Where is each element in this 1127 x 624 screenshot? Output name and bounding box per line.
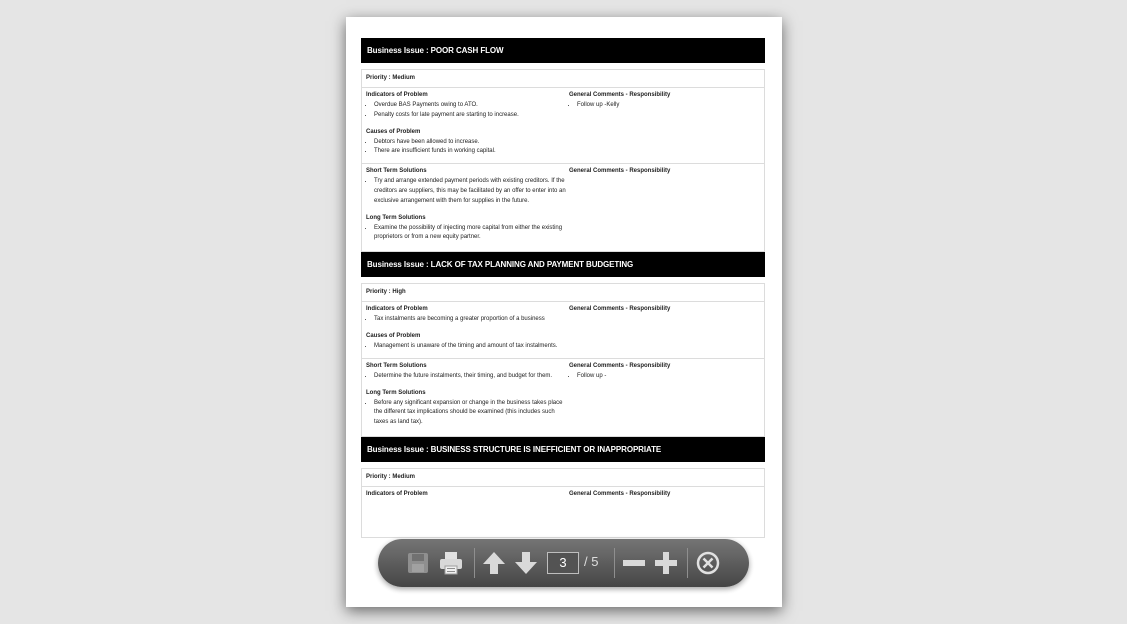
list-item: • Overdue BAS Payments owing to ATO. <box>374 101 567 111</box>
document-page <box>346 17 782 607</box>
comments-list <box>569 372 764 382</box>
issue-solution-row <box>361 164 765 252</box>
problem-column <box>362 306 567 352</box>
toolbar-divider <box>687 548 688 578</box>
page-number-input[interactable]: 3 <box>547 552 579 574</box>
section-heading: General Comments - Responsibility <box>569 362 671 369</box>
causes-list <box>366 342 567 352</box>
list-item: • Tax instalments are becoming a greater proportion of a business <box>374 315 567 325</box>
toolbar-divider <box>614 548 615 578</box>
problem-column <box>362 491 567 531</box>
section-heading: General Comments - Responsibility <box>569 306 671 313</box>
comments-column <box>567 363 764 428</box>
short-term-list <box>366 177 567 206</box>
page-content <box>361 38 765 538</box>
comments-column <box>567 92 764 157</box>
page-total: / 5 <box>584 554 599 569</box>
comments-column <box>567 306 764 352</box>
list-item: • Determine the future instalments, their timing, and budget for them. <box>374 372 567 382</box>
toolbar-divider <box>474 548 475 578</box>
list-item: • There are insufficient funds in working capital. <box>374 147 567 157</box>
arrow-down-icon[interactable] <box>512 549 540 577</box>
list-item: • Examine the possibility of injecting more capital from either the existing proprietors or from a new equity partner. <box>374 224 567 244</box>
issue-header <box>361 252 765 277</box>
issue-problem-row <box>361 487 765 538</box>
list-item: • Penalty costs for late payment are starting to increase. <box>374 111 567 121</box>
indicators-list <box>366 101 567 121</box>
issue-problem-row <box>361 302 765 359</box>
long-term-list <box>366 224 567 244</box>
section-heading: General Comments - Responsibility <box>569 490 671 497</box>
long-term-list <box>366 399 567 428</box>
issue-title: Business Issue : POOR CASH FLOW <box>367 46 504 55</box>
issue-title: Business Issue : BUSINESS STRUCTURE IS INEFFICIENT OR INAPPROPRIATE <box>367 444 662 454</box>
causes-list <box>366 138 567 158</box>
solution-column <box>362 168 567 243</box>
problem-column <box>362 92 567 157</box>
section-heading: Causes of Problem <box>366 128 421 135</box>
section-heading: General Comments - Responsibility <box>569 92 671 98</box>
list-item: • Follow up - <box>577 372 764 382</box>
list-item: • Follow up -Kelly <box>577 101 764 111</box>
issue-priority: Priority : Medium <box>361 69 765 88</box>
issue-priority: Priority : High <box>361 283 765 302</box>
print-icon[interactable] <box>437 549 465 577</box>
issue-header <box>361 38 765 63</box>
section-heading: Causes of Problem <box>366 332 421 339</box>
section-heading: Long Term Solutions <box>366 389 426 396</box>
short-term-list <box>366 372 567 382</box>
comments-column <box>567 168 764 243</box>
list-item: • Before any significant expansion or change in the business takes place the different tax implications should be examined (this includes such taxes as land tax). <box>374 399 567 428</box>
issue-problem-row <box>361 88 765 164</box>
section-heading: Indicators of Problem <box>366 92 428 98</box>
list-item: • Debtors have been allowed to increase. <box>374 138 567 148</box>
issue-header <box>361 437 765 462</box>
section-heading: Indicators of Problem <box>366 306 428 313</box>
section-heading: Long Term Solutions <box>366 214 426 221</box>
indicators-list <box>366 315 567 325</box>
minus-icon[interactable] <box>620 549 648 577</box>
comments-column <box>567 491 764 531</box>
issue-priority: Priority : Medium <box>361 468 765 487</box>
section-heading: Indicators of Problem <box>366 490 428 497</box>
comments-list <box>569 101 764 111</box>
solution-column <box>362 363 567 428</box>
plus-icon[interactable] <box>652 549 680 577</box>
close-icon[interactable] <box>694 549 722 577</box>
section-heading: Short Term Solutions <box>366 362 427 369</box>
arrow-up-icon[interactable] <box>480 549 508 577</box>
viewer-toolbar <box>378 539 749 587</box>
issue-solution-row <box>361 359 765 437</box>
issue-title: Business Issue : LACK OF TAX PLANNING AND PAYMENT BUDGETING <box>367 260 634 270</box>
list-item: • Management is unaware of the timing and amount of tax instalments. <box>374 342 567 352</box>
list-item: • Try and arrange extended payment periods with existing creditors. If the creditors are suppliers, this may be facilitated by an offer to enter into an exclusive arrangement with them for supplies in the future. <box>374 177 567 206</box>
save-icon[interactable] <box>404 549 432 577</box>
section-heading: General Comments - Responsibility <box>569 168 671 175</box>
section-heading: Short Term Solutions <box>366 168 427 175</box>
